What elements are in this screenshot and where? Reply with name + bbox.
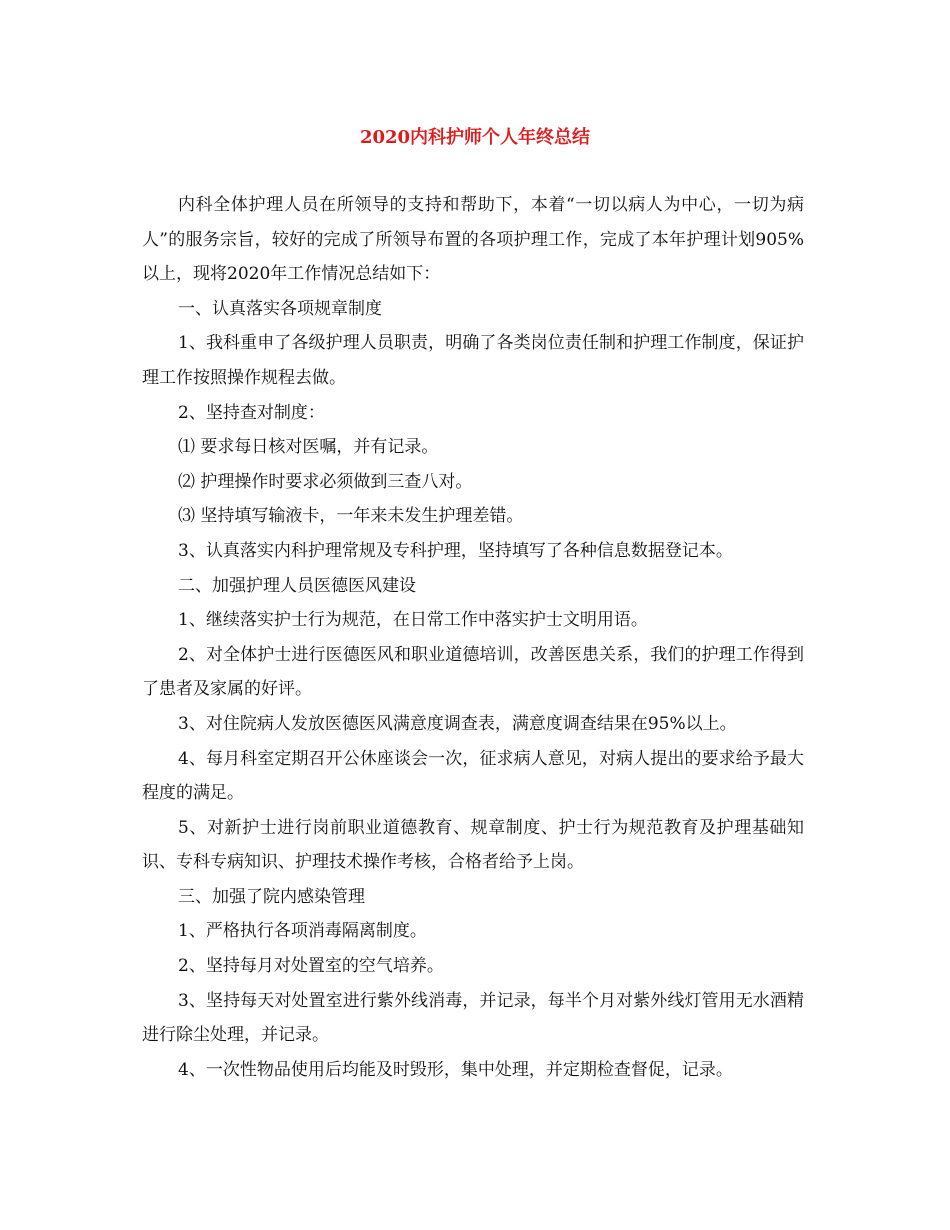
list-item: 5、对新护士进行岗前职业道德教育、规章制度、护士行为规范教育及护理基础知识、专科专病知识、护理技术操作考核，合格者给予上岗。: [142, 817, 804, 873]
section-heading-1: 一、认真落实各项规章制度: [178, 298, 382, 319]
section-heading-3: 三、加强了院内感染管理: [178, 886, 365, 907]
sub-list-item: ⑵ 护理操作时要求必须做到三查八对。: [178, 471, 473, 492]
list-item: 2、坚持查对制度：: [178, 402, 325, 423]
sub-list-item: ⑴ 要求每日核对医嘱，并有记录。: [178, 437, 439, 458]
list-item: 1、继续落实护士行为规范，在日常工作中落实护士文明用语。: [178, 610, 648, 631]
list-item: 2、对全体护士进行医德医风和职业道德培训，改善医患关系，我们的护理工作得到了患者及家属的好评。: [142, 644, 804, 700]
list-item: 3、认真落实内科护理常规及专科护理，坚持填写了各种信息数据登记本。: [178, 540, 733, 561]
list-item: 1、我科重申了各级护理人员职责，明确了各类岗位责任制和护理工作制度，保证护理工作按照操作规程去做。: [142, 333, 804, 388]
document-body: [142, 188, 804, 1087]
list-item: 3、坚持每天对处置室进行紫外线消毒，并记录，每半个月对紫外线灯管用无水酒精进行除尘处理，并记录。: [142, 990, 804, 1046]
document-title: 2020内科护师个人年终总结: [359, 127, 591, 148]
list-item: 4、一次性物品使用后均能及时毁形，集中处理，并定期检查督促，记录。: [178, 1059, 733, 1080]
list-item: 3、对住院病人发放医德医风满意度调查表，满意度调查结果在95%以上。: [178, 713, 737, 734]
list-item: 1、严格执行各项消毒隔离制度。: [178, 921, 427, 942]
sub-list-item: ⑶ 坚持填写输液卡，一年来未发生护理差错。: [178, 506, 524, 527]
section-heading-2: 二、加强护理人员医德医风建设: [178, 575, 416, 596]
paragraph-intro: 内科全体护理人员在所领导的支持和帮助下，本着“一切以病人为中心，一切为病人”的服务宗旨，较好的完成了所领导布置的各项护理工作，完成了本年护理计划905%以上，现将2020年工作情况总结如下：: [142, 195, 804, 285]
list-item: 2、坚持每月对处置室的空气培养。: [178, 956, 444, 977]
list-item: 4、每月科室定期召开公休座谈会一次，征求病人意见，对病人提出的要求给予最大程度的满足。: [142, 748, 804, 804]
